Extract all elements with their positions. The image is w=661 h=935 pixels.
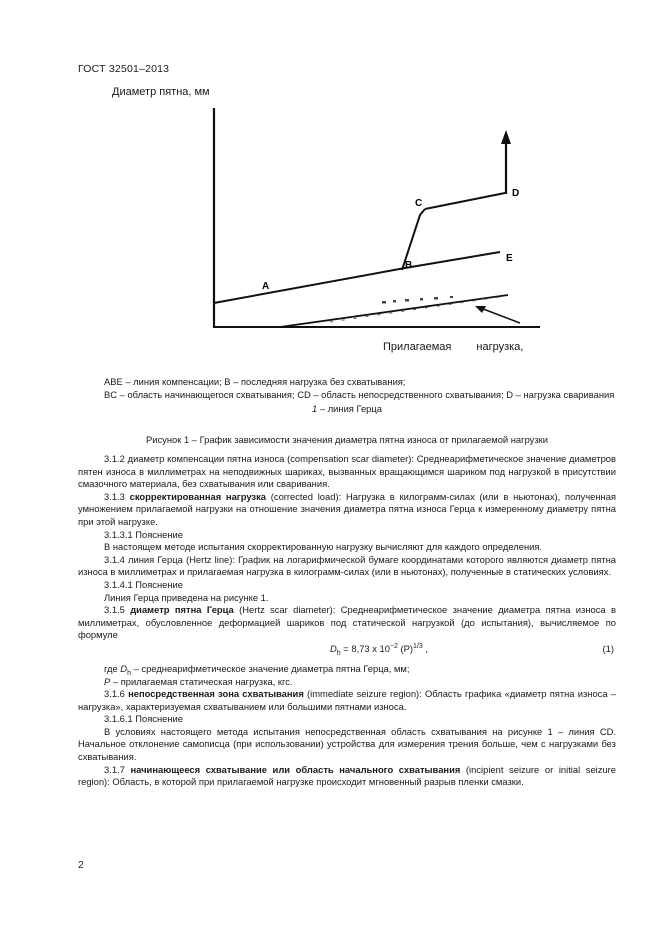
hertz-line-marks — [382, 296, 453, 304]
paragraph-3-1-5 — [78, 604, 616, 642]
formula-1 — [78, 643, 616, 657]
formula-coefficient: = 8,73 x 10 — [340, 642, 390, 654]
paragraph-where-p — [78, 676, 616, 689]
formula-sub: h — [336, 649, 341, 657]
paragraph-explanation-1: В настоящем методе испытания скорректированную нагрузку вычисляют для каждого определения. — [104, 541, 543, 553]
wear-scar-diagram — [0, 0, 661, 380]
formula-end: , — [422, 642, 428, 654]
page-number: 2 — [78, 859, 84, 871]
legend-line-3 — [78, 403, 616, 416]
point-label-d: D — [512, 188, 520, 199]
formula-expression — [330, 643, 428, 656]
term-immediate-seizure: непосредственная зона схватывания — [128, 688, 304, 700]
term-definition: (corrected load): Нагрузка в килограмм-силах (или в ньютонах), полученная умножением прилагаемой нагрузки на отношение значения диаметра пятна износа Герца к измеренному диаметру пятна при этой нагрузке. — [78, 490, 616, 527]
term-incipient-seizure: начинающееся схватывание или область начального схватывания — [130, 763, 461, 775]
paragraph-3-1-6-1: 3.1.6.1 Пояснение — [104, 713, 184, 725]
x-axis-label: Прилагаемая нагрузка, — [383, 341, 524, 353]
paragraph-explanation-3: В условиях настоящего метода испытания непосредственная область схватывания на рисунке 1 – линия CD. Начальное отклонение самописца (при использовании) устройства для измерения трения больше, чем с нагрузками без схватывания. — [78, 725, 616, 763]
hertz-pointer-line — [478, 307, 520, 323]
term-number: 3.1.5 — [104, 604, 131, 616]
paragraph-where-d — [78, 663, 616, 676]
legend-line-2: BC – область начинающегося схватывания; CD – область непосредственного схватывания; D – нагрузка сваривания — [104, 388, 615, 400]
legend — [78, 376, 616, 416]
figure-caption: Рисунок 1 – График зависимости значения диаметра пятна износа от прилагаемой нагрузки — [145, 434, 549, 445]
point-label-b: B — [405, 260, 413, 271]
paragraph-3-1-7 — [78, 764, 616, 789]
legend-line-text: – линия Герца — [317, 403, 382, 415]
point-label-e: E — [506, 253, 513, 264]
where-d-definition: – среднеарифметическое значение диаметра пятна Герца, мм; — [130, 662, 410, 674]
term-definition: (immediate seizure region): Область графика «диаметр пятна износа – нагрузка», характеризуемая схватыванием или большими пятнами износа. — [78, 688, 616, 712]
formula-exp1: −2 — [389, 642, 398, 650]
term-hertz-scar-diameter: диаметр пятна Герца — [130, 604, 234, 616]
term-number: 3.1.3 — [104, 490, 130, 502]
term-number: 3.1.6 — [104, 688, 129, 700]
where-sub: h — [127, 669, 131, 677]
body-text — [78, 453, 616, 789]
term-corrected-load: скорректированная нагрузка — [129, 490, 266, 502]
where-p-definition: – прилагаемая статическая нагрузка, кгс. — [110, 675, 293, 687]
where-p: P — [104, 675, 111, 687]
point-label-c: C — [415, 198, 423, 209]
legend-line-number: 1 — [312, 403, 318, 415]
paragraph-3-1-4-1: 3.1.4.1 Пояснение — [104, 578, 184, 590]
formula-number: (1) — [602, 642, 614, 654]
formula-exp2: 1/3 — [413, 642, 423, 650]
hertz-line — [280, 295, 508, 327]
legend-line-1: ABE – линия компенсации; B – последняя нагрузка без схватывания; — [104, 376, 406, 387]
where-prefix: где — [104, 662, 121, 674]
term-number: 3.1.7 — [104, 763, 131, 775]
point-label-a: A — [262, 281, 270, 292]
immediate-seizure-line — [425, 193, 505, 209]
welding-arrow — [501, 130, 511, 144]
term-definition: (incipient seizure or initial seizure region): Область, в которой при прилагаемой нагрузке происходит мгновенный разрыв пленки смазки. — [78, 763, 617, 788]
paragraph-3-1-6 — [78, 688, 616, 713]
standard-header: ГОСТ 32501–2013 — [78, 63, 170, 75]
paragraph-3-1-3 — [78, 491, 616, 529]
paragraph-3-1-2: 3.1.2 диаметр компенсации пятна износа (compensation scar diameter): Среднеарифметическое значение диаметров пятен износа в миллиметрах на неподвижных шариках, вызванных вращающимся шариком под нагрузкой в присутствии смазочного материала, без схватывания или сваривания. — [78, 453, 616, 490]
term-definition: (Hertz scar diameter): Среднеарифметическое значение диаметра пятна износа в миллиметрах, обусловленное деформацией шариков под статической нагрузкой (до испытания), вычисляемое по формуле — [78, 604, 616, 641]
compensation-line — [214, 252, 500, 303]
formula-d: D — [330, 642, 337, 654]
y-axis-label: Диаметр пятна, мм — [112, 86, 210, 98]
paragraph-3-1-3-1: 3.1.3.1 Пояснение — [104, 528, 184, 540]
paragraph-3-1-4: 3.1.4 линия Герца (Hertz line): График на логарифмической бумаге координатами которого являются диаметр пятна износа в миллиметрах и прилагаемая нагрузка в килограмм-силах (или в ньютонах), полученные в статических условиях. — [78, 553, 616, 578]
paragraph-explanation-2: Линия Герца приведена на рисунке 1. — [104, 591, 269, 603]
hertz-line-hatch — [330, 297, 500, 322]
formula-p: (P) — [397, 642, 414, 654]
where-d: D — [120, 662, 128, 674]
